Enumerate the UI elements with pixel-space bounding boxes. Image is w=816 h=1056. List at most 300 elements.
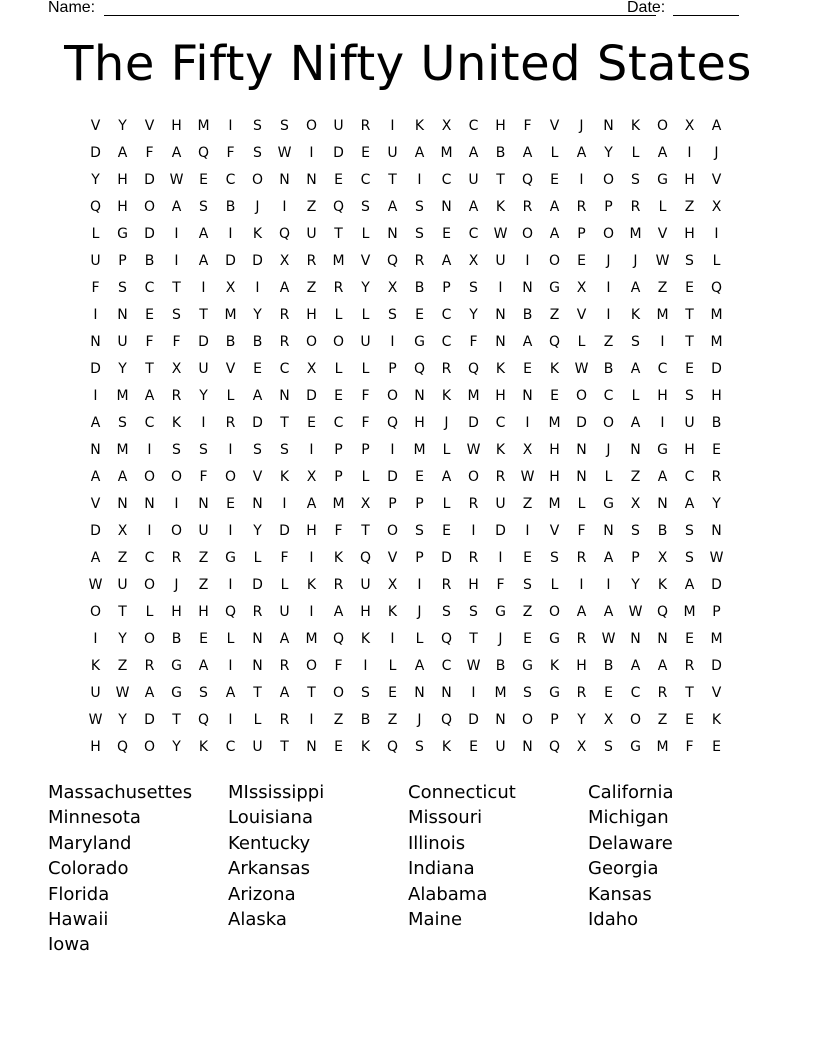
grid-letter: G	[549, 684, 560, 701]
grid-letter: Y	[631, 576, 640, 593]
grid-letter: I	[174, 225, 179, 242]
grid-letter: W	[88, 576, 103, 593]
grid-row	[82, 274, 730, 301]
grid-letter: D	[90, 144, 101, 161]
grid-letter: I	[228, 576, 233, 593]
grid-letter: A	[117, 144, 128, 161]
grid-letter: N	[522, 387, 533, 404]
grid-letter: S	[253, 144, 262, 161]
grid-letter: O	[602, 171, 615, 188]
grid-letter: K	[549, 657, 560, 674]
grid-letter: M	[656, 306, 669, 323]
grid-letter: O	[521, 225, 534, 242]
grid-letter: H	[495, 117, 506, 134]
grid-letter: Z	[306, 279, 317, 296]
grid-letter: S	[415, 225, 424, 242]
grid-letter: X	[306, 360, 317, 377]
grid-letter: Q	[548, 333, 561, 350]
word-list-item: Georgia	[588, 858, 659, 880]
word-list-column	[48, 780, 228, 958]
grid-letter: C	[468, 225, 479, 242]
grid-letter: E	[523, 549, 532, 566]
page-title: The Fifty Nifty United States	[64, 36, 752, 92]
grid-letter: U	[279, 603, 290, 620]
grid-letter: E	[685, 630, 694, 647]
grid-letter: M	[494, 684, 507, 701]
grid-letter: K	[414, 117, 425, 134]
grid-letter: R	[360, 117, 371, 134]
grid-letter: S	[604, 738, 613, 755]
grid-letter: J	[444, 414, 449, 431]
grid-letter: A	[198, 657, 209, 674]
grid-letter: K	[333, 549, 344, 566]
grid-letter: O	[332, 333, 345, 350]
grid-letter: R	[171, 549, 182, 566]
word-list-item: Illinois	[408, 832, 466, 854]
grid-letter: C	[441, 657, 452, 674]
grid-letter: U	[468, 171, 479, 188]
grid-row	[82, 490, 730, 517]
grid-letter: K	[630, 117, 641, 134]
grid-letter: J	[417, 603, 422, 620]
grid-letter: L	[415, 630, 424, 647]
grid-letter: N	[279, 387, 290, 404]
grid-letter: V	[225, 360, 236, 377]
grid-letter: I	[606, 279, 611, 296]
grid-letter: N	[495, 711, 506, 728]
grid-letter: E	[442, 522, 451, 539]
grid-letter: E	[685, 711, 694, 728]
grid-letter: R	[468, 495, 479, 512]
grid-letter: F	[361, 387, 370, 404]
grid-letter: R	[279, 306, 290, 323]
grid-letter: D	[387, 468, 398, 485]
grid-letter: H	[711, 387, 722, 404]
grid-letter: L	[226, 387, 235, 404]
word-list-column	[588, 780, 768, 958]
grid-row	[82, 517, 730, 544]
grid-letter: N	[630, 630, 641, 647]
grid-letter: T	[307, 684, 316, 701]
grid-letter: W	[655, 252, 670, 269]
grid-letter: S	[199, 684, 208, 701]
grid-letter: N	[657, 495, 668, 512]
grid-letter: P	[415, 549, 424, 566]
grid-letter: K	[441, 387, 452, 404]
grid-letter: E	[226, 495, 235, 512]
grid-letter: N	[441, 198, 452, 215]
grid-letter: H	[468, 576, 479, 593]
grid-letter: R	[279, 711, 290, 728]
grid-letter: I	[309, 711, 314, 728]
grid-letter: N	[711, 522, 722, 539]
grid-letter: B	[414, 279, 425, 296]
grid-letter: Z	[603, 333, 614, 350]
word-list-column	[408, 780, 588, 958]
grid-letter: Q	[467, 360, 480, 377]
grid-letter: I	[147, 522, 152, 539]
grid-letter: Y	[118, 630, 127, 647]
grid-letter: X	[576, 738, 587, 755]
grid-letter: J	[498, 630, 503, 647]
grid-letter: D	[441, 549, 452, 566]
grid-letter: N	[306, 738, 317, 755]
grid-letter: O	[143, 198, 156, 215]
grid-letter: F	[226, 144, 235, 161]
grid-letter: W	[277, 144, 292, 161]
grid-letter: D	[711, 360, 722, 377]
grid-letter: U	[495, 252, 506, 269]
grid-letter: W	[466, 657, 481, 674]
grid-row	[82, 544, 730, 571]
word-list-item: Arizona	[228, 883, 296, 905]
grid-letter: M	[656, 738, 669, 755]
grid-letter: Y	[604, 144, 613, 161]
grid-letter: X	[684, 117, 695, 134]
grid-letter: A	[468, 144, 479, 161]
grid-letter: X	[306, 468, 317, 485]
grid-letter: H	[306, 522, 317, 539]
grid-letter: I	[363, 657, 368, 674]
grid-letter: T	[253, 684, 262, 701]
grid-letter: H	[414, 414, 425, 431]
grid-letter: I	[606, 306, 611, 323]
grid-row	[82, 247, 730, 274]
grid-letter: A	[144, 387, 155, 404]
grid-letter: M	[467, 387, 480, 404]
grid-letter: M	[548, 414, 561, 431]
grid-letter: Z	[549, 306, 560, 323]
header	[48, 0, 740, 20]
grid-letter: U	[117, 333, 128, 350]
grid-letter: H	[576, 657, 587, 674]
grid-letter: E	[577, 252, 586, 269]
grid-letter: A	[576, 144, 587, 161]
grid-letter: N	[198, 495, 209, 512]
grid-letter: R	[171, 387, 182, 404]
grid-letter: Q	[332, 630, 345, 647]
word-list-item: Indiana	[408, 858, 475, 880]
grid-letter: R	[657, 684, 668, 701]
grid-letter: C	[144, 279, 155, 296]
grid-letter: D	[495, 522, 506, 539]
grid-letter: B	[603, 360, 614, 377]
grid-letter: H	[198, 603, 209, 620]
grid-letter: M	[440, 144, 453, 161]
grid-letter: L	[361, 360, 370, 377]
grid-letter: A	[657, 144, 668, 161]
grid-letter: O	[548, 603, 561, 620]
grid-letter: D	[144, 171, 155, 188]
grid-letter: E	[334, 738, 343, 755]
grid-letter: I	[390, 441, 395, 458]
grid-letter: D	[279, 522, 290, 539]
grid-letter: E	[550, 171, 559, 188]
grid-letter: E	[415, 306, 424, 323]
grid-letter: V	[360, 252, 371, 269]
grid-letter: X	[468, 252, 479, 269]
grid-letter: C	[603, 387, 614, 404]
grid-letter: D	[468, 414, 479, 431]
grid-letter: J	[417, 711, 422, 728]
grid-row	[82, 436, 730, 463]
grid-letter: I	[309, 603, 314, 620]
grid-letter: Q	[710, 279, 723, 296]
grid-letter: K	[360, 738, 371, 755]
grid-letter: X	[522, 441, 533, 458]
grid-letter: N	[495, 306, 506, 323]
grid-letter: O	[143, 468, 156, 485]
grid-letter: S	[415, 522, 424, 539]
grid-letter: O	[602, 414, 615, 431]
grid-letter: I	[282, 198, 287, 215]
grid-letter: S	[469, 603, 478, 620]
grid-letter: O	[305, 117, 318, 134]
grid-letter: I	[714, 225, 719, 242]
grid-letter: X	[279, 252, 290, 269]
grid-letter: P	[577, 225, 586, 242]
grid-letter: I	[309, 144, 314, 161]
grid-letter: O	[251, 171, 264, 188]
grid-letter: I	[660, 333, 665, 350]
grid-letter: N	[252, 630, 263, 647]
grid-letter: A	[144, 684, 155, 701]
grid-letter: L	[253, 549, 262, 566]
grid-letter: V	[711, 171, 722, 188]
grid-letter: S	[253, 117, 262, 134]
grid-letter: Z	[117, 657, 128, 674]
grid-letter: P	[442, 279, 451, 296]
grid-letter: Y	[253, 306, 262, 323]
grid-letter: O	[143, 576, 156, 593]
grid-letter: H	[360, 603, 371, 620]
grid-letter: T	[172, 279, 181, 296]
grid-letter: M	[413, 441, 426, 458]
grid-letter: R	[279, 333, 290, 350]
grid-letter: K	[495, 441, 506, 458]
grid-letter: X	[441, 117, 452, 134]
grid-letter: I	[390, 117, 395, 134]
grid-letter: R	[576, 198, 587, 215]
grid-letter: W	[466, 441, 481, 458]
grid-letter: E	[199, 630, 208, 647]
grid-letter: L	[442, 495, 451, 512]
grid-letter: T	[199, 306, 208, 323]
grid-row	[82, 220, 730, 247]
grid-letter: H	[117, 198, 128, 215]
grid-letter: C	[225, 738, 236, 755]
grid-letter: C	[657, 360, 668, 377]
grid-letter: Y	[118, 117, 127, 134]
grid-letter: X	[603, 711, 614, 728]
grid-letter: A	[171, 144, 182, 161]
grid-letter: G	[414, 333, 425, 350]
grid-letter: K	[711, 711, 722, 728]
grid-letter: Q	[521, 171, 534, 188]
grid-letter: A	[252, 387, 263, 404]
grid-letter: A	[603, 549, 614, 566]
grid-letter: M	[710, 333, 723, 350]
grid-letter: A	[576, 603, 587, 620]
grid-letter: T	[685, 306, 694, 323]
grid-letter: B	[252, 333, 263, 350]
grid-letter: L	[631, 144, 640, 161]
grid-letter: R	[414, 252, 425, 269]
grid-letter: O	[521, 711, 534, 728]
grid-letter: C	[360, 171, 371, 188]
grid-letter: K	[360, 630, 371, 647]
grid-letter: U	[198, 522, 209, 539]
grid-letter: C	[441, 333, 452, 350]
word-list-item: Michigan	[588, 807, 669, 829]
grid-letter: I	[228, 711, 233, 728]
grid-letter: S	[280, 441, 289, 458]
grid-letter: O	[656, 117, 669, 134]
grid-letter: S	[415, 198, 424, 215]
grid-letter: N	[657, 630, 668, 647]
grid-letter: Y	[577, 711, 586, 728]
grid-letter: L	[280, 576, 289, 593]
grid-row	[82, 625, 730, 652]
grid-letter: U	[684, 414, 695, 431]
grid-letter: N	[252, 495, 263, 512]
grid-letter: P	[388, 360, 397, 377]
grid-letter: Y	[253, 522, 262, 539]
grid-letter: S	[253, 441, 262, 458]
grid-letter: Q	[656, 603, 669, 620]
grid-letter: U	[360, 333, 371, 350]
grid-row	[82, 571, 730, 598]
grid-letter: V	[144, 117, 155, 134]
grid-letter: J	[579, 117, 584, 134]
grid-letter: M	[116, 441, 129, 458]
word-list-item: Maine	[408, 909, 463, 931]
grid-letter: R	[441, 360, 452, 377]
grid-letter: C	[684, 468, 695, 485]
grid-letter: J	[714, 144, 719, 161]
grid-letter: P	[550, 711, 559, 728]
grid-letter: O	[467, 468, 480, 485]
grid-letter: E	[307, 414, 316, 431]
grid-letter: K	[252, 225, 263, 242]
grid-letter: K	[549, 360, 560, 377]
grid-letter: H	[306, 306, 317, 323]
grid-letter: A	[198, 225, 209, 242]
grid-letter: N	[117, 306, 128, 323]
grid-letter: G	[657, 171, 668, 188]
grid-letter: Y	[199, 387, 208, 404]
grid-letter: R	[333, 576, 344, 593]
grid-row	[82, 598, 730, 625]
word-list-item: Kansas	[588, 883, 652, 905]
word-list-item: Hawaii	[48, 909, 109, 931]
grid-letter: V	[576, 306, 587, 323]
grid-letter: I	[417, 171, 422, 188]
grid-letter: W	[520, 468, 535, 485]
grid-letter: O	[386, 522, 399, 539]
grid-letter: P	[631, 549, 640, 566]
grid-letter: Z	[630, 468, 641, 485]
grid-letter: A	[441, 468, 452, 485]
grid-letter: R	[279, 657, 290, 674]
grid-letter: B	[171, 630, 182, 647]
grid-letter: Z	[198, 576, 209, 593]
grid-letter: A	[90, 414, 101, 431]
grid-letter: H	[495, 387, 506, 404]
grid-letter: E	[334, 387, 343, 404]
word-list-item: Florida	[48, 883, 110, 905]
grid-letter: I	[228, 441, 233, 458]
grid-letter: T	[685, 333, 694, 350]
grid-letter: F	[280, 549, 289, 566]
grid-letter: A	[711, 117, 722, 134]
grid-letter: D	[711, 576, 722, 593]
grid-letter: F	[577, 522, 586, 539]
grid-letter: G	[522, 657, 533, 674]
grid-letter: R	[711, 468, 722, 485]
grid-letter: P	[388, 495, 397, 512]
grid-letter: A	[441, 252, 452, 269]
grid-letter: T	[361, 522, 370, 539]
word-list-item: Massachusettes	[48, 782, 193, 803]
grid-letter: V	[252, 468, 263, 485]
grid-letter: E	[523, 630, 532, 647]
grid-letter: V	[657, 225, 668, 242]
grid-letter: Z	[522, 603, 533, 620]
grid-letter: N	[414, 387, 425, 404]
grid-letter: U	[387, 144, 398, 161]
grid-row	[82, 301, 730, 328]
grid-letter: I	[201, 279, 206, 296]
grid-letter: Y	[91, 171, 100, 188]
grid-letter: I	[687, 144, 692, 161]
grid-letter: K	[387, 603, 398, 620]
grid-letter: I	[606, 576, 611, 593]
grid-letter: Q	[386, 738, 399, 755]
grid-letter: V	[549, 522, 560, 539]
grid-letter: C	[441, 171, 452, 188]
grid-letter: T	[685, 684, 694, 701]
grid-letter: N	[306, 171, 317, 188]
grid-letter: H	[549, 441, 560, 458]
grid-letter: G	[603, 495, 614, 512]
grid-letter: D	[90, 360, 101, 377]
grid-letter: C	[495, 414, 506, 431]
grid-letter: O	[170, 468, 183, 485]
grid-row	[82, 328, 730, 355]
grid-letter: Q	[224, 603, 237, 620]
grid-letter: C	[225, 171, 236, 188]
grid-letter: Q	[440, 711, 453, 728]
grid-letter: E	[388, 684, 397, 701]
grid-letter: S	[631, 333, 640, 350]
grid-letter: O	[305, 333, 318, 350]
grid-letter: R	[144, 657, 155, 674]
grid-letter: G	[171, 657, 182, 674]
grid-letter: B	[144, 252, 155, 269]
grid-letter: A	[171, 198, 182, 215]
grid-letter: S	[685, 387, 694, 404]
grid-letter: C	[144, 414, 155, 431]
grid-letter: O	[224, 468, 237, 485]
grid-letter: D	[333, 144, 344, 161]
grid-letter: U	[360, 576, 371, 593]
grid-letter: Q	[386, 252, 399, 269]
grid-letter: C	[630, 684, 641, 701]
grid-letter: D	[144, 711, 155, 728]
grid-letter: V	[90, 495, 101, 512]
grid-letter: H	[171, 117, 182, 134]
